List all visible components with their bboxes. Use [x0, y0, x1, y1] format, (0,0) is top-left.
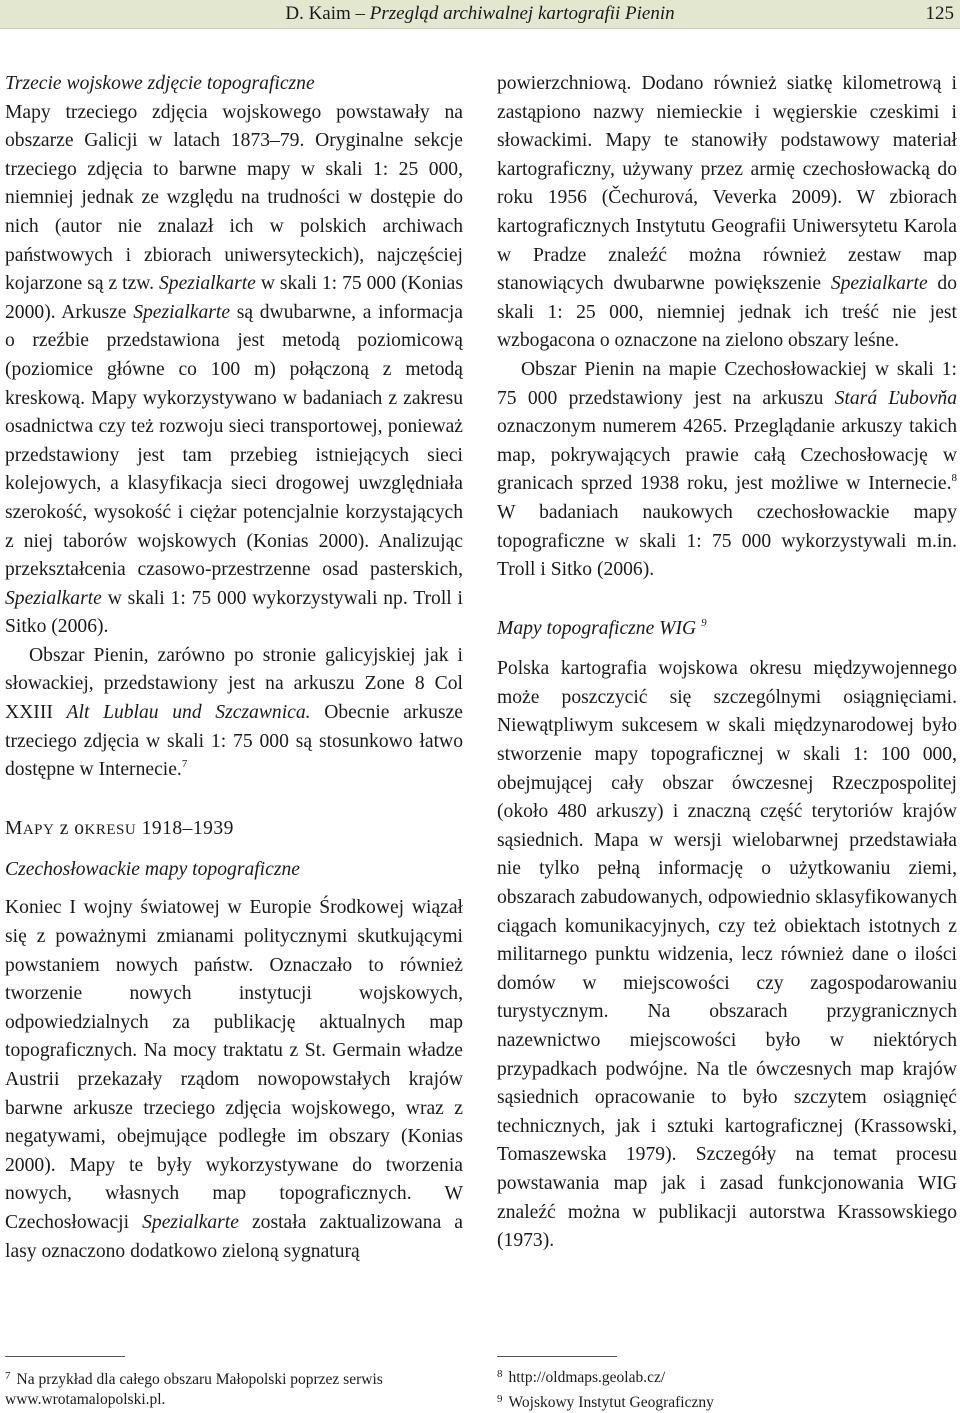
paragraph-pieniny-czech-map: Obszar Pienin na mapie Czechosłowackiej w skali 1: 75 000 przedstawiony jest na arkuszu Stará Ľubovňa oznaczonym numerem 4265. Przeglądanie arkuszy takich map, pokrywających prawie całą Czechosłowację w granicach sprzed 1938 roku, jest możliwe w Internecie.$^8$ W badaniach naukowych czechosłowackie mapy topograficzne w skali 1: 75 000 wykorzystywali m.in. Troll i Sitko (2006). — [497, 358, 958, 581]
footnote-9: $^9$ Wojskowy Instytut Geograficzny — [497, 1393, 714, 1411]
footnote-ref-7[interactable]: 7 — [181, 758, 188, 771]
running-head-title: Przegląd archiwalnej kartografii Pienin — [369, 3, 675, 24]
footnote-8: $^8$ http://oldmaps.geolab.cz/ — [497, 1368, 666, 1386]
page-number: 125 — [925, 3, 954, 24]
footnote-ref-9[interactable]: 9 — [701, 616, 707, 629]
paragraph-third-survey: Mapy trzeciego zdjęcia wojskowego powstawały na obszarze Galicji w latach 1873–79. Oryginalne sekcje trzeciego zdjęcia to barwne mapy w skali 1: 25 000, niemniej jednak ze względu na trudności w dostępie do nich (autor nie znalazł ich w polskich archiwach państwowych i zbiorach uniwersyteckich), najczęściej kojarzone są z tzw. Spezialkarte w skali 1: 75 000 (Konias 2000). Arkusze Spezialkarte są dwubarwne, a informacja o rzeźbie przedstawiona jest metodą poziomicową (poziomice główne co 100 m) połączoną z metodą kreskową. Mapy wykorzystywano w badaniach z zakresu osadnictwa czy też rozwoju sieci transportowej, ponieważ przedstawiony jest tam przebieg istniejących sieci kolejowych, a klasyfikacja sieci drogowej uwzględniała szerokość, wysokość i ciężar potencjalnie korzystających z niej taborów wojskowych (Konias 2000). Analizując przekształcenia czasowo-przestrzenne osad pasterskich, Spezialkarte w skali 1: 75 000 wykorzystywali np. Troll i Sitko (2006). — [5, 101, 463, 638]
section-heading: MAPY z oKRESU 1918–1939 — [5, 817, 234, 839]
footnote-ref-8[interactable]: 8 — [951, 472, 957, 485]
paragraph-after-wwi: Koniec I wojny światowej w Europie Środkowej wiązał się z poważnymi zmianami politycznymi skutkującymi powstaniem nowych państw. Oznaczało to również tworzenie nowych instytucji wojskowych, odpowiedzialnych za publikację aktualnych map topograficznych. Na mocy traktatu z St. Germain władze Austrii przekazały rządom nowopowstałych krajów barwne arkusze trzeciego zdjęcia wojskowego, wraz z negatywami, obejmujące podległe im obszary (Konias 2000). Mapy te były wykorzystywane do tworzenia nowych, własnych map topograficznych. W Czechosłowacji Spezialkarte została zaktualizowana a lasy oznaczono dodatkowo zieloną sygnaturą — [5, 897, 464, 1262]
running-head — [0, 2, 960, 26]
subsection-title-czechoslovak: Czechosłowackie mapy topograficzne — [5, 858, 300, 880]
running-head-sep: – — [350, 3, 370, 24]
left-column — [5, 70, 463, 1266]
running-header — [0, 0, 960, 29]
paragraph-wig: Polska kartografia wojskowa okresu międzywojennego może poszczycić się szczególnymi osiągnięciami. Niewątpliwym sukcesem w skali międzynarodowej było stworzenie mapy topograficznej w skali 1: 100 000, obejmującej cały obszar ówczesnej Rzeczpospolitej (około 480 arkuszy) i znaczną część terytoriów krajów sąsiednich. Mapa w wersji wielobarwnej przedstawiała nie tylko pełną informację o użytkowaniu ziemi, obszarach zabudowanych, odpowiednio sklasyfikowanych ciągach komunikacyjnych, czy też obiektach istotnych z militarnego punktu widzenia, lecz również dane o ilości domów w miejscowości czy zagospodarowaniu turystycznym. Na obszarach przygranicznych nazewnictwo miejscowości było w niektórych przypadkach podwójne. Na tle ówczesnych map krajów sąsiednich opracowanie to było szczytem osiągnięć technicznych, jak i sztuki kartograficznej (Krassowski, Tomaszewska 1979). Szczegóły na temat procesu powstawania map jak i zasad funkcjonowania WIG znaleźć można w publikacji autorstwa Krassowskiego (1973). — [497, 658, 957, 1252]
footnote-7: $^7$ Na przykład dla całego obszaru Małopolski poprzez serwis www.wrotamalopolski.pl. — [5, 1370, 383, 1408]
subsection-title-third-survey: Trzecie wojskowe zdjęcie topograficzne — [5, 73, 315, 94]
footnote-8-link[interactable]: http://oldmaps.geolab.cz/ — [508, 1369, 666, 1386]
running-head-author: D. Kaim — [285, 3, 351, 24]
paragraph-pieniny-sheet: Obszar Pienin, zarówno po stronie galicyjskiej jak i słowackiej, przedstawiony jest na arkuszu Zone 8 Col XXIII Alt Lublau und Szczawnica. Obecnie arkusze trzeciego zdjęcia w skali 1: 75 000 są stosunkowo łatwo dostępne w Internecie.$^7$ — [5, 644, 463, 781]
footnote-rule-right — [497, 1356, 617, 1357]
subsection-title-wig: Mapy topograficzne WIG $^9$ — [497, 616, 707, 639]
paragraph-czechoslovak-continued: powierzchniową. Dodano również siatkę kilometrową i zastąpiono nazwy niemieckie i węgierskie czeskimi i słowackimi. Mapy te stanowiły podstawowy materiał kartograficzny, używany przez armię czechosłowacką do roku 1956 (Čechurová, Veverka 2009). W zbiorach kartograficznych Instytutu Geografii Uniwersytetu Karola w Pradze znaleźć można również zestaw map stanowiących dwubarwne powiększenie Spezialkarte do skali 1: 25 000, niemniej jednak ich treść nie jest wzbogacona o oznaczone na zielono obszary leśne. — [497, 73, 957, 352]
right-column — [497, 70, 957, 1256]
footnote-rule-left — [5, 1356, 125, 1357]
